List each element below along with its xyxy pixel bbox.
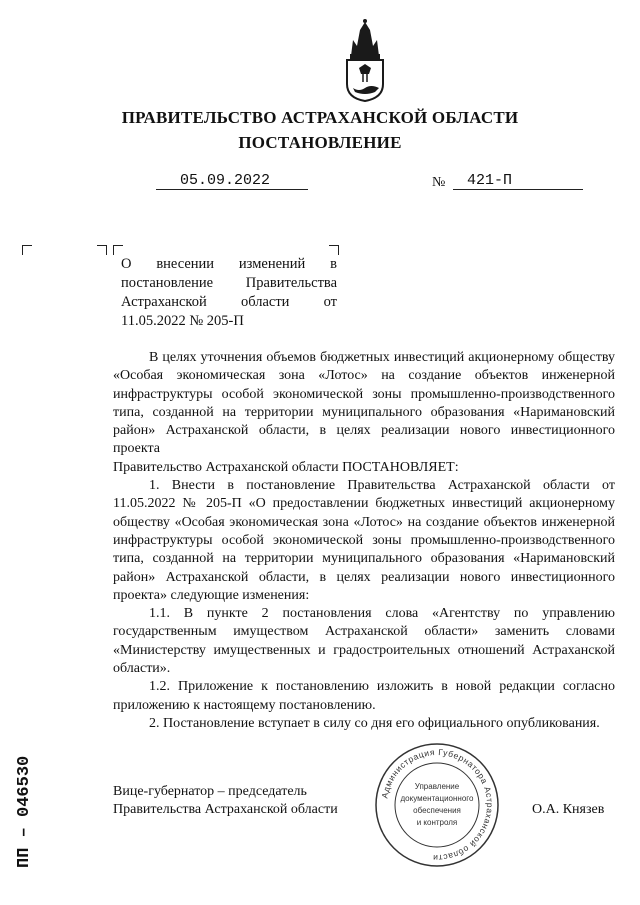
corner-mark [97, 245, 107, 255]
body-paragraph: 2. Постановление вступает в силу со дня его официального опубликования. [149, 715, 600, 731]
document-subject: О внесении изменений в постановление Правительства Астраханской области от 11.05.2022 № 205-П [121, 256, 337, 329]
stamp-line: документационного [400, 794, 474, 803]
signatory-title-line1: Вице-губернатор – председатель [113, 784, 307, 799]
body-paragraph: 1. Внести в постановление Правительства Астраханской области от 11.05.2022 № 205-П «О предоставлении бюджетных инвестиций акционерному обществу «Особая экономическая зона «Лотос» на создание объектов инженерной инфраструктуры особой экономической зоны промышленно-производственного типа, созданной на территории муниципального образования «Наримановский район» Астраханской области, в целях реализации нового инвестиционного проекта» следующие изменения: [113, 478, 615, 603]
side-code-text: ПП – 046530 [15, 755, 34, 868]
corner-mark [329, 245, 339, 255]
organization-title: ПРАВИТЕЛЬСТВО АСТРАХАНСКОЙ ОБЛАСТИ [121, 108, 519, 127]
stamp-line: и контроля [416, 818, 458, 827]
body-paragraph: В целях уточнения объемов бюджетных инвестиций акционерному обществу «Особая экономическая зона «Лотос» на создание объектов инженерной инфраструктуры особой экономической зоны промышленно-производственного типа, созданной на территории муниципального образования «Наримановский район» Астраханской области, в целях реализации нового инвестиционного проекта [113, 350, 615, 457]
document-body [113, 349, 615, 733]
corner-mark [113, 245, 123, 255]
coat-of-arms-emblem [341, 18, 389, 102]
registration-stamp [374, 742, 500, 868]
body-paragraph: Правительство Астраханской области ПОСТАНОВЛЯЕТ: [113, 459, 459, 475]
signatory-title-line2: Правительства Астраханской области [113, 802, 338, 817]
stamp-line: обеспечения [413, 806, 461, 815]
body-paragraph: 1.1. В пункте 2 постановления слова «Агентству по управлению государственным имуществом Астраханской области» заменить словами «Министерству имущественных и градостроительных отношений Астраханской области». [113, 606, 615, 677]
stamp-ring-text: Администрация Губернатора Астраханской области [379, 746, 496, 864]
signatory-name: О.А. Князев [532, 802, 605, 817]
stamp-line: Управление [414, 782, 460, 791]
number-label: № [432, 175, 446, 190]
side-registration-code [6, 720, 36, 870]
corner-mark [22, 245, 32, 255]
document-type-title: ПОСТАНОВЛЕНИЕ [238, 133, 402, 152]
body-paragraph: 1.2. Приложение к постановлению изложить в новой редакции согласно приложению к настоящему постановлению. [113, 679, 615, 713]
document-number: 421-П [453, 172, 583, 190]
document-date: 05.09.2022 [156, 172, 308, 190]
